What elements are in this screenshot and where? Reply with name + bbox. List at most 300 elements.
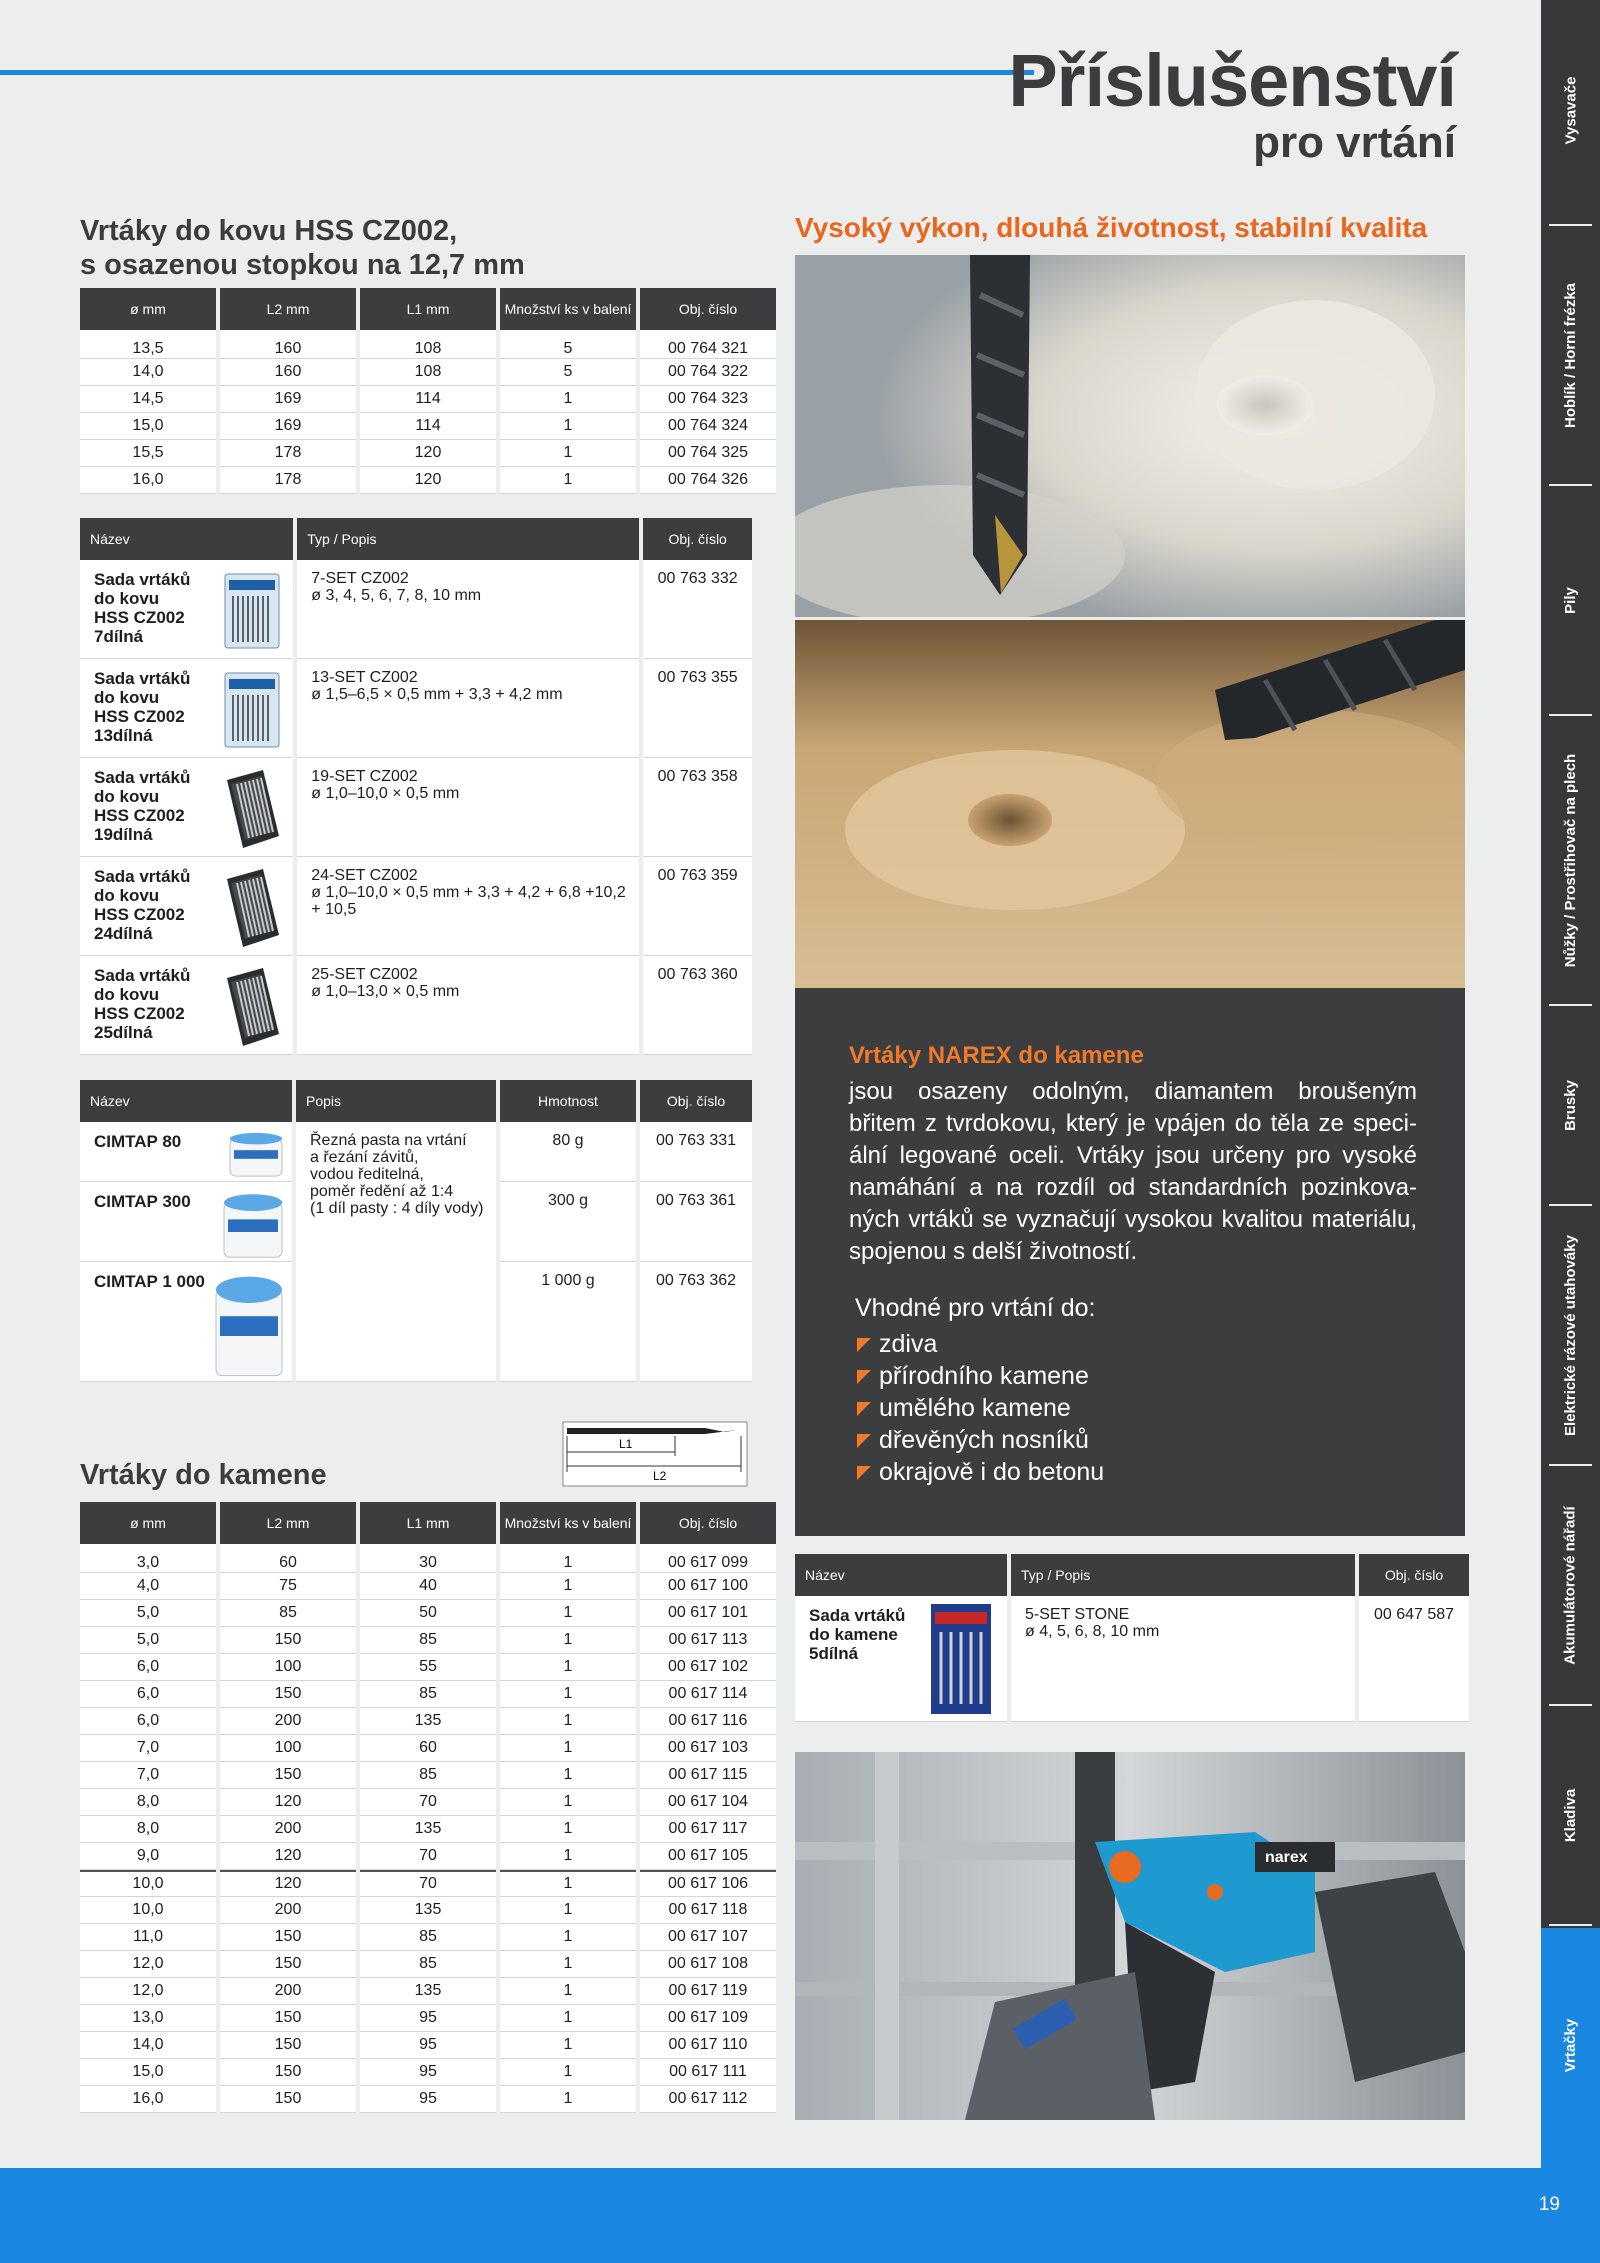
set-desc: ø 1,0–10,0 × 0,5 mm xyxy=(311,785,460,802)
sidebar-item-label: Kladiva xyxy=(1561,1788,1579,1842)
set-desc: ø 1,0–10,0 × 0,5 mm + 3,3 + 4,2 + 6,8 +10,2 + 10,5 xyxy=(311,884,626,918)
set-code: 00 763 359 xyxy=(643,857,752,956)
table-cell: 15,5 xyxy=(80,440,216,467)
column-header: ø mm xyxy=(80,1502,216,1544)
table-cell: 120 xyxy=(220,1843,356,1870)
table-cell: 10,0 xyxy=(80,1870,216,1897)
table-cell: 00 617 102 xyxy=(640,1654,776,1681)
cimtap-desc-line: (1 díl pasty : 4 díly vody) xyxy=(310,1200,484,1217)
table-cell: 120 xyxy=(220,1870,356,1897)
cimtap-name: CIMTAP 80 xyxy=(94,1132,182,1151)
set-type: 24-SET CZ002 xyxy=(311,867,418,884)
set-name: HSS CZ002 xyxy=(94,905,185,924)
table-cell: 00 617 109 xyxy=(640,2005,776,2032)
set-type: 25-SET CZ002 xyxy=(311,966,418,983)
col-type: Typ / Popis xyxy=(297,518,639,560)
table-cell: 100 xyxy=(220,1735,356,1762)
table-cell: 12,0 xyxy=(80,1978,216,2005)
drill-in-use-photo xyxy=(795,1752,1465,2120)
set-name: HSS CZ002 xyxy=(94,806,185,825)
table-cell: 1 xyxy=(500,1816,636,1843)
table-cell: 150 xyxy=(220,1627,356,1654)
table-cell: 135 xyxy=(360,1816,496,1843)
table-cell: 108 xyxy=(360,330,496,359)
table-cell: 1 xyxy=(500,1600,636,1627)
header-rule xyxy=(0,70,1034,75)
l2-label: L2 xyxy=(653,1469,667,1483)
table-cell: 178 xyxy=(220,467,356,494)
drill-sets-table xyxy=(76,518,756,1055)
table-row xyxy=(80,2059,776,2086)
set-name: Sada vrtáků xyxy=(94,867,191,886)
suitable-item: přírodního kamene xyxy=(855,1360,1104,1392)
hss-drill-table xyxy=(76,288,780,494)
sidebar-divider xyxy=(1549,1204,1592,1206)
column-header: Obj. číslo xyxy=(640,1502,776,1544)
table-cell: 14,5 xyxy=(80,386,216,413)
sidebar-item-label: Vysavače xyxy=(1562,76,1580,144)
table-cell: 00 764 324 xyxy=(640,413,776,440)
table-cell: 13,0 xyxy=(80,2005,216,2032)
set-type: 7-SET CZ002 xyxy=(311,570,409,587)
table-cell: 3,0 xyxy=(80,1544,216,1573)
table-cell: 16,0 xyxy=(80,2086,216,2113)
table-cell: 1 xyxy=(500,1735,636,1762)
set-name-cell xyxy=(80,857,293,956)
table-cell: 5 xyxy=(500,330,636,359)
set-name: HSS CZ002 xyxy=(94,707,185,726)
set-name: Sada vrtáků xyxy=(94,768,191,787)
table-cell: 7,0 xyxy=(80,1735,216,1762)
cimtap-container-icon xyxy=(214,1270,284,1380)
set-type-cell xyxy=(297,956,639,1055)
set-name-cell xyxy=(795,1596,1007,1722)
table-cell: 1 xyxy=(500,1951,636,1978)
table-cell: 100 xyxy=(220,1654,356,1681)
table-row xyxy=(80,1627,776,1654)
footer-bar xyxy=(0,2168,1600,2263)
table-cell: 200 xyxy=(220,1978,356,2005)
table-cell: 7,0 xyxy=(80,1762,216,1789)
table-cell: 120 xyxy=(360,440,496,467)
set-name: do kamene xyxy=(809,1625,898,1644)
drill-set-thumbnail xyxy=(219,667,285,753)
table-cell: 169 xyxy=(220,386,356,413)
table-row xyxy=(80,1573,776,1600)
table-cell: 135 xyxy=(360,1897,496,1924)
list-item xyxy=(80,758,752,857)
column-header: L2 mm xyxy=(220,288,356,330)
table-cell: 60 xyxy=(220,1544,356,1573)
table-cell: 1 xyxy=(500,1843,636,1870)
column-header: Obj. číslo xyxy=(640,288,776,330)
table-row xyxy=(80,1789,776,1816)
table-cell: 160 xyxy=(220,359,356,386)
table-cell: 200 xyxy=(220,1897,356,1924)
set-name: Sada vrtáků xyxy=(94,669,191,688)
set-name: 19dílná xyxy=(94,825,153,844)
table-cell: 00 617 112 xyxy=(640,2086,776,2113)
table-cell: 1 xyxy=(500,1544,636,1573)
table-cell: 1 xyxy=(500,1681,636,1708)
table-cell: 1 xyxy=(500,2005,636,2032)
sidebar-item[interactable] xyxy=(1541,1930,1600,2160)
table-cell: 00 617 101 xyxy=(640,1600,776,1627)
table-row xyxy=(80,386,776,413)
sidebar-divider xyxy=(1549,1924,1592,1926)
cimtap-desc-line: Řezná pasta na vrtání xyxy=(310,1132,467,1149)
table-cell: 114 xyxy=(360,386,496,413)
table-cell: 00 617 099 xyxy=(640,1544,776,1573)
sidebar-item[interactable] xyxy=(1541,0,1600,220)
l1-label: L1 xyxy=(619,1437,633,1451)
table-row xyxy=(80,1951,776,1978)
sidebar-item[interactable] xyxy=(1541,490,1600,710)
table-row xyxy=(80,2032,776,2059)
table-cell: 1 xyxy=(500,1978,636,2005)
table-cell: 1 xyxy=(500,1897,636,1924)
table-row xyxy=(80,1924,776,1951)
set-name: 25dílná xyxy=(94,1023,153,1042)
set-desc: ø 1,0–13,0 × 0,5 mm xyxy=(311,983,460,1000)
table-row xyxy=(80,1816,776,1843)
table-cell: 150 xyxy=(220,1681,356,1708)
col-code: Obj. číslo xyxy=(1359,1554,1469,1596)
table-cell: 70 xyxy=(360,1843,496,1870)
table-cell: 60 xyxy=(360,1735,496,1762)
table-cell: 00 617 106 xyxy=(640,1870,776,1897)
table-cell: 169 xyxy=(220,413,356,440)
table-row xyxy=(80,2086,776,2113)
table-cell: 1 xyxy=(500,1924,636,1951)
table-cell: 120 xyxy=(360,467,496,494)
table-cell: 120 xyxy=(220,1789,356,1816)
set-name-cell xyxy=(80,758,293,857)
col-weight: Hmotnost xyxy=(500,1080,636,1122)
list-item xyxy=(795,1596,1469,1722)
table-row xyxy=(80,1897,776,1924)
table-row xyxy=(80,440,776,467)
table-cell: 108 xyxy=(360,359,496,386)
set-code: 00 763 358 xyxy=(643,758,752,857)
table-cell: 00 617 107 xyxy=(640,1924,776,1951)
column-header: L1 mm xyxy=(360,288,496,330)
table-cell: 200 xyxy=(220,1816,356,1843)
table-row xyxy=(80,1978,776,2005)
table-cell: 10,0 xyxy=(80,1897,216,1924)
table-row xyxy=(80,413,776,440)
section1-title xyxy=(80,214,525,282)
table-row xyxy=(80,1544,776,1573)
sidebar-item[interactable] xyxy=(1541,1210,1600,1460)
table-row xyxy=(80,2005,776,2032)
col-code: Obj. číslo xyxy=(643,518,752,560)
table-row xyxy=(80,1735,776,1762)
table-cell: 00 617 117 xyxy=(640,1816,776,1843)
set-type-cell xyxy=(297,758,639,857)
table-cell: 70 xyxy=(360,1789,496,1816)
table-cell: 85 xyxy=(220,1600,356,1627)
suitable-item: okrajově i do betonu xyxy=(855,1456,1104,1488)
cimtap-name: CIMTAP 1 000 xyxy=(94,1272,205,1291)
col-name: Název xyxy=(80,518,293,560)
sidebar-item-label: Pily xyxy=(1562,586,1579,614)
table-cell: 00 617 110 xyxy=(640,2032,776,2059)
table-cell: 55 xyxy=(360,1654,496,1681)
cimtap-weight: 1 000 g xyxy=(500,1262,636,1382)
table-row xyxy=(80,330,776,359)
cimtap-desc-line: a řezání závitů, xyxy=(310,1149,419,1166)
table-cell: 00 617 103 xyxy=(640,1735,776,1762)
set-type-cell xyxy=(1011,1596,1355,1722)
table-cell: 200 xyxy=(220,1708,356,1735)
cimtap-name-cell xyxy=(80,1182,292,1262)
table-cell: 00 764 326 xyxy=(640,467,776,494)
table-cell: 15,0 xyxy=(80,413,216,440)
table-cell: 178 xyxy=(220,440,356,467)
drill-set-thumbnail xyxy=(219,766,285,852)
table-cell: 5,0 xyxy=(80,1627,216,1654)
box-title: Vrtáky NAREX do kamene xyxy=(849,1042,1144,1069)
table-cell: 6,0 xyxy=(80,1681,216,1708)
set-name: do kovu xyxy=(94,886,160,905)
section1-title-line1: Vrtáky do kovu HSS CZ002, xyxy=(80,215,458,247)
set-name: HSS CZ002 xyxy=(94,608,185,627)
table-cell: 85 xyxy=(360,1627,496,1654)
sidebar-item[interactable] xyxy=(1541,1710,1600,1920)
col-code: Obj. číslo xyxy=(640,1080,752,1122)
table-row xyxy=(80,1708,776,1735)
list-item xyxy=(80,956,752,1055)
drill-set-thumbnail xyxy=(219,865,285,951)
table-cell: 1 xyxy=(500,413,636,440)
cimtap-code: 00 763 331 xyxy=(640,1122,752,1182)
table-cell: 1 xyxy=(500,386,636,413)
table-row xyxy=(80,359,776,386)
table-cell: 5 xyxy=(500,359,636,386)
table-cell: 00 617 116 xyxy=(640,1708,776,1735)
set-name: Sada vrtáků xyxy=(94,966,191,985)
table-cell: 00 617 108 xyxy=(640,1951,776,1978)
cimtap-container-icon xyxy=(228,1130,284,1178)
table-cell: 8,0 xyxy=(80,1789,216,1816)
sidebar-divider xyxy=(1549,1704,1592,1706)
set-desc: ø 1,5–6,5 × 0,5 mm + 3,3 + 4,2 mm xyxy=(311,686,563,703)
table-cell: 150 xyxy=(220,1762,356,1789)
table-cell: 95 xyxy=(360,2005,496,2032)
section2-title: Vrtáky do kamene xyxy=(80,1459,327,1491)
table-cell: 1 xyxy=(500,1708,636,1735)
cimtap-code: 00 763 362 xyxy=(640,1262,752,1382)
drill-in-plaster-photo xyxy=(795,255,1465,617)
set-type: 13-SET CZ002 xyxy=(311,669,418,686)
sidebar-divider xyxy=(1549,224,1592,226)
table-row xyxy=(80,1762,776,1789)
table-cell: 95 xyxy=(360,2086,496,2113)
stone-drill-table xyxy=(76,1502,780,2113)
set-name: Sada vrtáků xyxy=(94,570,191,589)
set-code: 00 647 587 xyxy=(1359,1596,1469,1722)
table-cell: 95 xyxy=(360,2059,496,2086)
table-row xyxy=(80,1870,776,1897)
sidebar-divider xyxy=(1549,484,1592,486)
table-row xyxy=(80,1843,776,1870)
table-cell: 1 xyxy=(500,2086,636,2113)
set-name-cell xyxy=(80,659,293,758)
table-cell: 150 xyxy=(220,2086,356,2113)
cimtap-weight: 80 g xyxy=(500,1122,636,1182)
table-cell: 13,5 xyxy=(80,330,216,359)
table-cell: 85 xyxy=(360,1681,496,1708)
table-cell: 1 xyxy=(500,1654,636,1681)
column-header: L1 mm xyxy=(360,1502,496,1544)
col-name: Název xyxy=(80,1080,292,1122)
sidebar-item-label: Akumulátorové nářadí xyxy=(1562,1505,1579,1665)
table-cell: 16,0 xyxy=(80,467,216,494)
drill-brand-label: narex xyxy=(1265,1849,1308,1866)
page-title: Příslušenství xyxy=(1008,39,1456,122)
list-item xyxy=(80,857,752,956)
suitable-item: umělého kamene xyxy=(855,1392,1104,1424)
set-name: 13dílná xyxy=(94,726,153,745)
suitable-list xyxy=(855,1328,1104,1488)
suitable-item: zdiva xyxy=(855,1328,1104,1360)
table-cell: 00 617 111 xyxy=(640,2059,776,2086)
drill-in-sand-photo xyxy=(795,620,1465,988)
cimtap-weight: 300 g xyxy=(500,1182,636,1262)
table-cell: 85 xyxy=(360,1951,496,1978)
set-desc: ø 3, 4, 5, 6, 7, 8, 10 mm xyxy=(311,587,482,604)
table-cell: 9,0 xyxy=(80,1843,216,1870)
set-type-cell xyxy=(297,560,639,659)
table-cell: 00 764 322 xyxy=(640,359,776,386)
table-cell: 14,0 xyxy=(80,359,216,386)
set-name: 24dílná xyxy=(94,924,153,943)
table-header-row xyxy=(80,288,776,330)
set-name: do kovu xyxy=(94,985,160,1004)
narex-stone-drills-box xyxy=(795,988,1465,1536)
table-cell: 1 xyxy=(500,1870,636,1897)
table-cell: 00 764 323 xyxy=(640,386,776,413)
table-cell: 30 xyxy=(360,1544,496,1573)
section1-title-line2: s osazenou stopkou na 12,7 mm xyxy=(80,249,525,281)
sidebar-item-label: Hoblík / Horní frézka xyxy=(1562,282,1579,428)
table-cell: 150 xyxy=(220,1924,356,1951)
table-cell: 114 xyxy=(360,413,496,440)
column-header: Množství ks v balení xyxy=(500,1502,636,1544)
set-name-cell xyxy=(80,956,293,1055)
table-cell: 6,0 xyxy=(80,1708,216,1735)
table-cell: 150 xyxy=(220,2032,356,2059)
list-item xyxy=(80,659,752,758)
table-cell: 160 xyxy=(220,330,356,359)
suitable-title: Vhodné pro vrtání do: xyxy=(855,1294,1096,1322)
stone-set-thumbnail xyxy=(931,1604,991,1714)
table-cell: 95 xyxy=(360,2032,496,2059)
sidebar-divider xyxy=(1549,1004,1592,1006)
column-header: ø mm xyxy=(80,288,216,330)
table-cell: 1 xyxy=(500,440,636,467)
table-cell: 1 xyxy=(500,2032,636,2059)
table-cell: 00 617 118 xyxy=(640,1897,776,1924)
column-header: Množství ks v balení xyxy=(500,288,636,330)
drill-set-thumbnail xyxy=(219,568,285,654)
table-cell: 00 617 104 xyxy=(640,1789,776,1816)
table-cell: 150 xyxy=(220,2005,356,2032)
set-desc: ø 4, 5, 6, 8, 10 mm xyxy=(1025,1623,1160,1640)
suitable-item: dřevěných nosníků xyxy=(855,1424,1104,1456)
sidebar-item[interactable] xyxy=(1541,230,1600,480)
set-name: Sada vrtáků xyxy=(809,1606,906,1625)
table-row xyxy=(80,1654,776,1681)
sidebar-item-label: Nůžky / Prostřihovač na plech xyxy=(1562,753,1579,967)
sidebar-item[interactable] xyxy=(1541,720,1600,1000)
table-cell: 00 617 114 xyxy=(640,1681,776,1708)
set-name: 7dílná xyxy=(94,627,144,646)
sidebar-item[interactable] xyxy=(1541,1010,1600,1200)
cimtap-name-cell xyxy=(80,1122,292,1182)
table-cell: 135 xyxy=(360,1708,496,1735)
col-name: Název xyxy=(795,1554,1007,1596)
cimtap-container-icon xyxy=(222,1190,284,1260)
set-type: 19-SET CZ002 xyxy=(311,768,418,785)
table-cell: 40 xyxy=(360,1573,496,1600)
set-code: 00 763 355 xyxy=(643,659,752,758)
table-cell: 14,0 xyxy=(80,2032,216,2059)
page-subtitle: pro vrtání xyxy=(1253,118,1456,167)
cimtap-desc-line: poměr ředění až 1:4 xyxy=(310,1183,454,1200)
table-cell: 11,0 xyxy=(80,1924,216,1951)
column-header: L2 mm xyxy=(220,1502,356,1544)
col-type: Typ / Popis xyxy=(1011,1554,1355,1596)
sidebar-item-label: Brusky xyxy=(1561,1079,1579,1131)
table-cell: 15,0 xyxy=(80,2059,216,2086)
set-type-cell xyxy=(297,659,639,758)
table-cell: 150 xyxy=(220,1951,356,1978)
set-name: do kovu xyxy=(94,787,160,806)
orange-headline: Vysoký výkon, dlouhá životnost, stabilní kvalita xyxy=(795,212,1428,243)
sidebar-divider xyxy=(1549,1464,1592,1466)
table-cell: 1 xyxy=(500,1762,636,1789)
stone-set-table xyxy=(791,1554,1473,1722)
cimtap-desc-cell xyxy=(296,1122,496,1382)
cimtap-name: CIMTAP 300 xyxy=(94,1192,191,1211)
table-cell: 150 xyxy=(220,2059,356,2086)
set-name: do kovu xyxy=(94,589,160,608)
set-type-cell xyxy=(297,857,639,956)
table-cell: 00 617 119 xyxy=(640,1978,776,2005)
drill-dimension-diagram xyxy=(555,1418,755,1490)
table-cell: 00 617 105 xyxy=(640,1843,776,1870)
set-code: 00 763 332 xyxy=(643,560,752,659)
table-row xyxy=(80,1600,776,1627)
cimtap-code: 00 763 361 xyxy=(640,1182,752,1262)
drill-set-thumbnail xyxy=(219,964,285,1050)
table-cell: 75 xyxy=(220,1573,356,1600)
table-cell: 1 xyxy=(500,1627,636,1654)
list-item xyxy=(80,1122,752,1182)
table-cell: 5,0 xyxy=(80,1600,216,1627)
table-header-row xyxy=(80,1502,776,1544)
table-row xyxy=(80,1681,776,1708)
page-number: 19 xyxy=(1538,2194,1560,2215)
sidebar-item[interactable] xyxy=(1541,1470,1600,1700)
set-name-cell xyxy=(80,560,293,659)
table-cell: 8,0 xyxy=(80,1816,216,1843)
set-name: HSS CZ002 xyxy=(94,1004,185,1023)
table-cell: 70 xyxy=(360,1870,496,1897)
table-cell: 00 617 113 xyxy=(640,1627,776,1654)
